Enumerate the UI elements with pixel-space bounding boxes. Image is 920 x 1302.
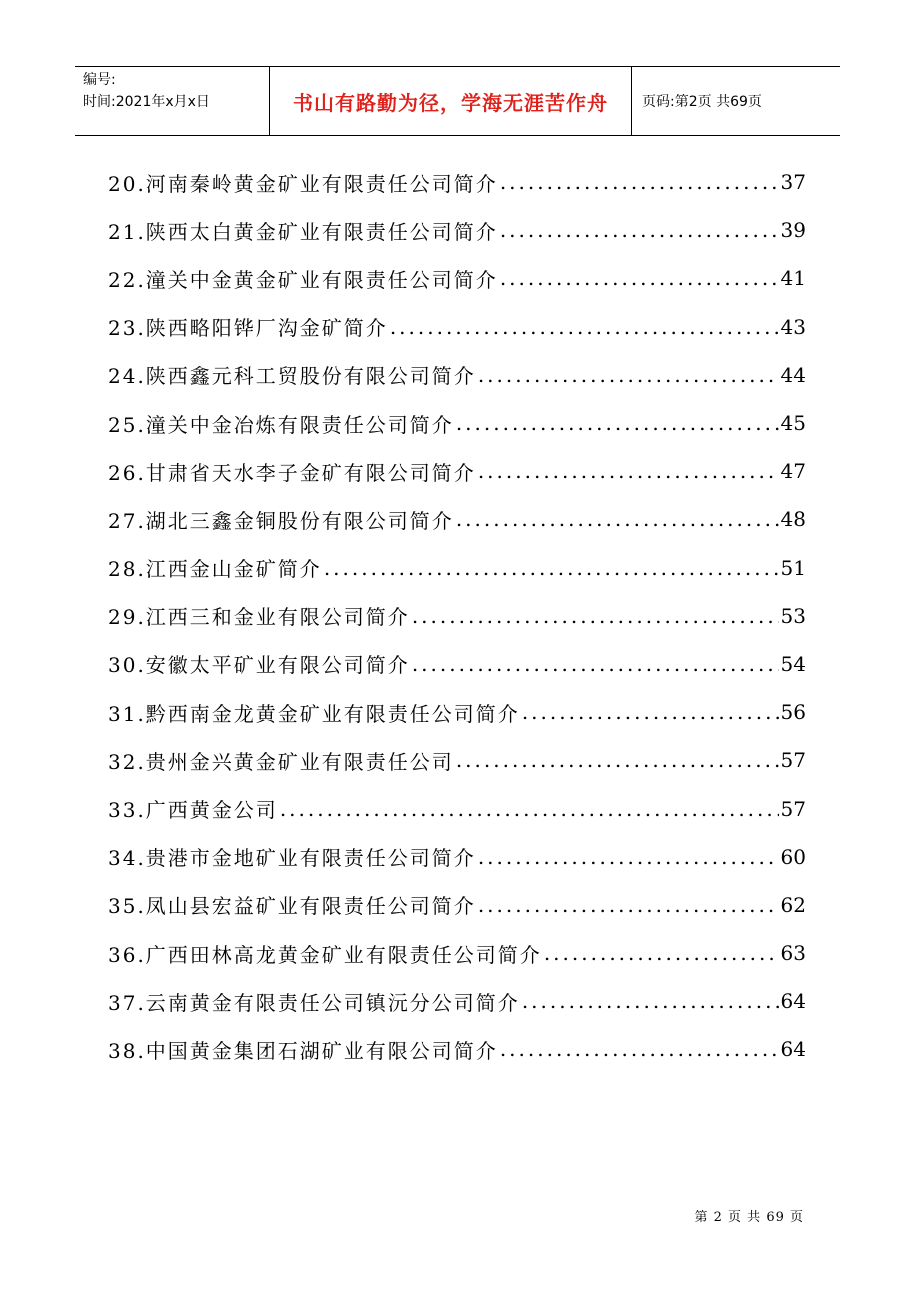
toc-dot-leader [544, 941, 779, 965]
toc-entry-title: 23.陕西略阳铧厂沟金矿简介 [108, 316, 388, 341]
toc-entry[interactable] [108, 784, 806, 832]
toc-entry[interactable] [108, 399, 806, 447]
toc-entry[interactable] [108, 592, 806, 640]
toc-entry[interactable] [108, 206, 806, 254]
page-header [75, 66, 840, 136]
toc-dot-leader [280, 797, 779, 821]
toc-dot-leader [478, 363, 779, 387]
toc-entry-title: 31.黔西南金龙黄金矿业有限责任公司简介 [108, 701, 520, 726]
toc-entry-page: 39 [780, 218, 806, 243]
toc-entry-page: 47 [780, 459, 806, 484]
toc-entry[interactable] [108, 736, 806, 784]
toc-dot-leader [456, 748, 779, 772]
toc-dot-leader [324, 556, 779, 580]
toc-entry-title: 32.贵州金兴黄金矿业有限责任公司 [108, 749, 454, 774]
toc-entry-page: 64 [780, 1037, 806, 1062]
toc-entry-page: 62 [780, 892, 806, 917]
toc-entry[interactable] [108, 303, 806, 351]
toc-dot-leader [456, 507, 779, 531]
toc-entry-page: 45 [780, 411, 806, 436]
serial-label: 编号: [83, 72, 116, 88]
toc-entry[interactable] [108, 688, 806, 736]
toc-entry[interactable] [108, 254, 806, 302]
toc-entry-title: 38.中国黄金集团石湖矿业有限公司简介 [108, 1038, 498, 1063]
toc-entry-title: 35.凤山县宏益矿业有限责任公司简介 [108, 894, 476, 919]
toc-entry-title: 36.广西田林高龙黄金矿业有限责任公司简介 [108, 942, 542, 967]
toc-entry[interactable] [108, 351, 806, 399]
toc-entry-title: 34.贵港市金地矿业有限责任公司简介 [108, 846, 476, 871]
toc-entry-page: 60 [780, 844, 806, 869]
page-footer: 第 2 页 共 69 页 [694, 1210, 804, 1225]
toc-entry[interactable] [108, 977, 806, 1025]
toc-dot-leader [478, 845, 779, 869]
toc-entry[interactable] [108, 158, 806, 206]
toc-entry-page: 53 [780, 603, 806, 628]
table-of-contents [108, 158, 806, 1074]
toc-entry[interactable] [108, 881, 806, 929]
toc-entry-page: 37 [780, 170, 806, 195]
toc-entry-title: 22.潼关中金黄金矿业有限责任公司简介 [108, 267, 498, 292]
toc-entry-title: 29.江西三和金业有限公司简介 [108, 605, 410, 630]
toc-entry-page: 41 [780, 266, 806, 291]
toc-dot-leader [456, 411, 779, 435]
toc-entry-page: 48 [780, 507, 806, 532]
header-motto: 书山有路勤为径，学海无涯苦作舟 [270, 67, 632, 135]
toc-entry[interactable] [108, 1025, 806, 1073]
toc-dot-leader [522, 989, 779, 1013]
toc-dot-leader [412, 604, 779, 628]
toc-entry-title: 28.江西金山金矿简介 [108, 557, 322, 582]
toc-entry-title: 20.河南秦岭黄金矿业有限责任公司简介 [108, 171, 498, 196]
toc-entry-title: 24.陕西鑫元科工贸股份有限公司简介 [108, 364, 476, 389]
toc-entry[interactable] [108, 447, 806, 495]
toc-entry[interactable] [108, 833, 806, 881]
toc-dot-leader [390, 315, 779, 339]
toc-entry-page: 54 [780, 651, 806, 676]
time-label: 时间:2021年x月x日 [83, 94, 210, 110]
toc-entry-title: 30.安徽太平矿业有限公司简介 [108, 653, 410, 678]
toc-dot-leader [500, 170, 779, 194]
toc-dot-leader [478, 893, 779, 917]
toc-entry-title: 27.湖北三鑫金铜股份有限公司简介 [108, 508, 454, 533]
toc-entry[interactable] [108, 544, 806, 592]
toc-dot-leader [412, 652, 779, 676]
toc-entry-page: 51 [780, 555, 806, 580]
header-page-info: 页码:第2页 共69页 [642, 94, 762, 110]
toc-dot-leader [500, 266, 779, 290]
toc-entry-title: 21.陕西太白黄金矿业有限责任公司简介 [108, 219, 498, 244]
toc-entry-title: 26.甘肃省天水李子金矿有限公司简介 [108, 460, 476, 485]
toc-entry-page: 56 [780, 700, 806, 725]
toc-entry-title: 33.广西黄金公司 [108, 798, 278, 823]
toc-entry-title: 25.潼关中金冶炼有限责任公司简介 [108, 412, 454, 437]
toc-dot-leader [500, 1037, 779, 1061]
toc-entry[interactable] [108, 495, 806, 543]
header-meta-cell [75, 67, 270, 135]
toc-entry-page: 44 [780, 362, 806, 387]
toc-dot-leader [478, 459, 779, 483]
toc-dot-leader [522, 700, 779, 724]
toc-entry-page: 57 [780, 796, 806, 821]
toc-entry-page: 43 [780, 314, 806, 339]
toc-entry-page: 64 [780, 989, 806, 1014]
toc-entry-page: 57 [780, 748, 806, 773]
toc-entry-page: 63 [780, 941, 806, 966]
toc-dot-leader [500, 218, 779, 242]
toc-entry[interactable] [108, 929, 806, 977]
toc-entry[interactable] [108, 640, 806, 688]
toc-entry-title: 37.云南黄金有限责任公司镇沅分公司简介 [108, 990, 520, 1015]
